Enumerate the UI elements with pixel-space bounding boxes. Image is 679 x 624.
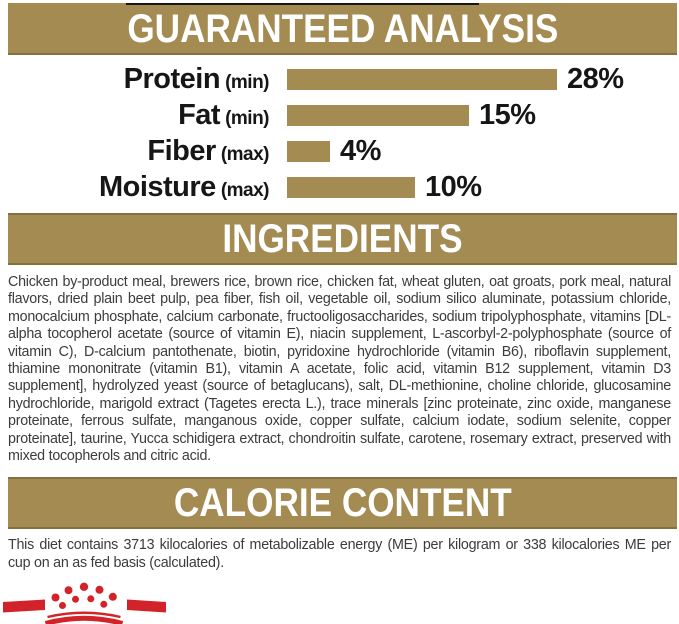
nutrient-value: 4%: [340, 134, 381, 167]
analysis-row-protein: [0, 61, 679, 97]
nutrient-qualifier: (min): [225, 107, 269, 129]
nutrient-value: 28%: [567, 62, 624, 95]
nutrient-name: Moisture: [98, 170, 216, 203]
nutrient-value: 15%: [479, 98, 536, 131]
nutrient-bar: [287, 69, 557, 90]
ingredients-title: INGREDIENTS: [222, 216, 463, 261]
ingredients-text: Chicken by-product meal, brewers rice, brown rice, chicken fat, wheat gluten, oat groats, pork meal, natural flavors, dried plain beet pulp, pea fiber, fish oil, vegetable oil, sodium silico aluminate, potassium chloride, monocalcium phosphate, calcium carbonate, fructooligosaccharides, sodium tripolyphosphate, vitamins [DL-alpha tocopherol acetate (source of vitamin E), niacin supplement, L-ascorbyl-2-polyphosphate (source of vitamin C), D-calcium pantothenate, biotin, pyridoxine hydrochloride (vitamin B6), riboflavin supplement, thiamine mononitrate (vitamin B1), vitamin A acetate, folic acid, vitamin B12 supplement, vitamin D3 supplement], hydrolyzed yeast (source of betaglucans), salt, DL-methionine, choline chloride, glucosamine hydrochloride, marigold extract (Tagetes erecta L.), trace minerals [zinc proteinate, zinc oxide, manganese proteinate, ferrous sulfate, manganous oxide, copper sulfate, calcium iodate, sodium selenite, copper proteinate], taurine, Yucca schidigera extract, chondroitin sulfate, carotene, rosemary extract, preserved with mixed tocopherols and citric acid.: [8, 274, 671, 465]
nutrient-bar: [287, 177, 415, 198]
crown-jewel-dot: [65, 586, 73, 594]
nutrient-name: Fiber: [147, 134, 216, 167]
analysis-row-fiber: [0, 133, 679, 169]
crown-jewel-dot: [72, 596, 79, 603]
nutrient-qualifier: (max): [220, 179, 269, 201]
guaranteed-analysis-title: GUARANTEED ANALYSIS: [127, 6, 558, 51]
royal-canin-crown-logo: [0, 579, 170, 624]
analysis-row-fat: [0, 97, 679, 133]
nutrient-name: Protein: [123, 62, 221, 95]
ingredients-banner: [8, 213, 677, 265]
crown-jewel-dot: [52, 594, 60, 602]
calorie-content-title: CALORIE CONTENT: [173, 480, 512, 526]
analysis-row-moisture: [0, 169, 679, 205]
nutrient-name: Fat: [178, 98, 221, 131]
nutrient-bar: [287, 105, 469, 126]
nutrient-qualifier: (min): [225, 71, 269, 93]
nutrient-qualifier: (max): [220, 143, 269, 165]
crown-jewel-dot: [100, 601, 107, 608]
calorie-content-banner: [8, 477, 677, 529]
crown-jewel-dot: [96, 586, 104, 594]
nutrient-bar: [287, 141, 330, 162]
guaranteed-analysis-banner: [8, 3, 677, 55]
calorie-content-text: This diet contains 3713 kilocalories of metabolizable energy (ME) per kilogram or 338 kilocalories ME per cup on an as fed basis (calculated).: [8, 537, 671, 571]
nutrient-value: 10%: [425, 170, 482, 203]
crown-jewel-dot: [109, 593, 117, 601]
crown-jewel-dot: [80, 583, 88, 591]
crown-jewel-dot: [59, 602, 66, 609]
crown-right-bar: [127, 600, 166, 613]
crown-left-bar: [3, 600, 45, 613]
crown-jewel-dot: [87, 595, 94, 602]
guaranteed-analysis-chart: [0, 61, 679, 205]
cropped-edge-artifact: [126, 3, 479, 5]
